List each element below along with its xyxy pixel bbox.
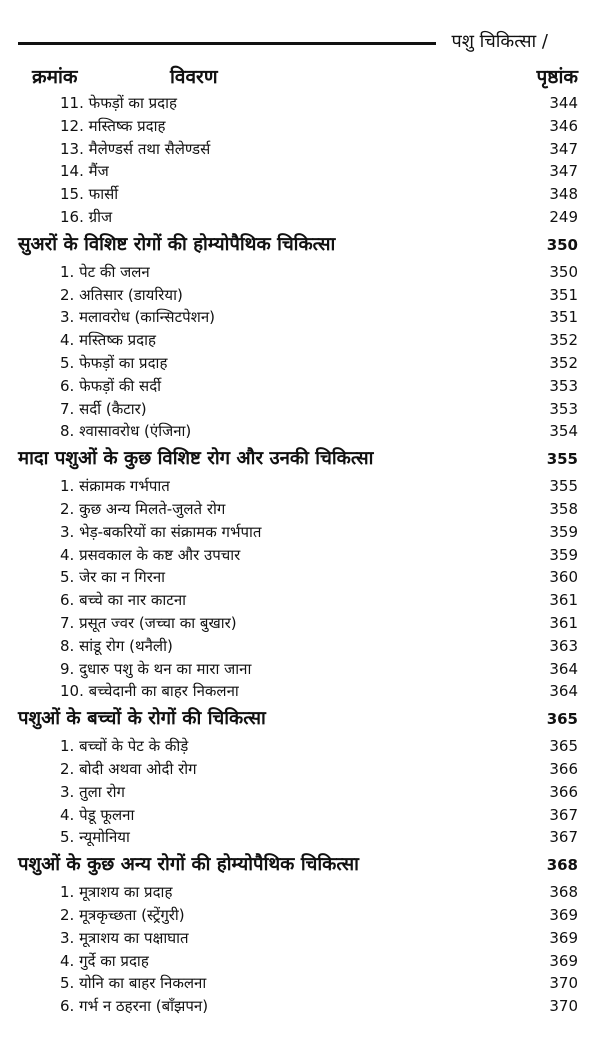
entry-title: 6. बच्चे का नार काटना <box>60 591 187 610</box>
toc-section-heading <box>18 849 578 881</box>
section-title: पशुओं के बच्चों के रोगों की चिकित्सा <box>18 708 266 730</box>
page-number: 355 <box>546 450 578 469</box>
toc-entry <box>18 475 578 498</box>
page-number: 348 <box>549 185 578 204</box>
entry-title: 1. संक्रामक गर्भपात <box>60 477 170 496</box>
page-number: 368 <box>549 883 578 902</box>
toc-entry <box>18 206 578 229</box>
page-header <box>18 30 578 56</box>
page-number: 351 <box>549 285 578 304</box>
toc-entry <box>18 261 578 284</box>
toc-entry <box>18 521 578 544</box>
entry-title: 2. मूत्रकृच्छता (स्ट्रेंगुरी) <box>60 905 185 924</box>
toc-entry <box>18 183 578 206</box>
page-number: 353 <box>549 399 578 418</box>
section-title: सुअरों के विशिष्ट रोगों की होम्योपैथिक चिकित्सा <box>18 233 336 255</box>
toc-section-heading <box>18 229 578 261</box>
entry-title: 15. फार्सी <box>60 185 119 204</box>
page-number: 363 <box>549 636 578 655</box>
entry-title: 10. बच्चेदानी का बाहर निकलना <box>60 682 239 701</box>
page-number: 370 <box>549 997 578 1016</box>
toc-entry <box>18 972 578 995</box>
entry-title: 3. मूत्राशय का पक्षाघात <box>60 928 189 947</box>
toc-entry <box>18 658 578 681</box>
toc-entry <box>18 589 578 612</box>
entry-title: 3. तुला रोग <box>60 782 125 801</box>
page-number: 365 <box>549 737 578 756</box>
page-number: 347 <box>549 162 578 181</box>
toc-entry <box>18 92 578 115</box>
toc-entry <box>18 398 578 421</box>
entry-title: 4. गुर्दे का प्रदाह <box>60 951 149 970</box>
entry-title: 5. योनि का बाहर निकलना <box>60 974 207 993</box>
toc-entry <box>18 375 578 398</box>
entry-title: 2. बोदी अथवा ओदी रोग <box>60 759 197 778</box>
page-number: 368 <box>546 856 578 875</box>
toc-entry <box>18 612 578 635</box>
toc-entry <box>18 544 578 567</box>
entry-title: 1. बच्चों के पेट के कीड़े <box>60 737 189 756</box>
entry-title: 2. अतिसार (डायरिया) <box>60 285 183 304</box>
toc-entry <box>18 826 578 849</box>
page-number: 364 <box>549 682 578 701</box>
toc-entry <box>18 735 578 758</box>
toc-entry <box>18 352 578 375</box>
page-number: 361 <box>549 591 578 610</box>
entry-title: 7. प्रसूत ज्वर (जच्चा का बुखार) <box>60 613 237 632</box>
entry-title: 11. फेफड़ों का प्रदाह <box>60 94 177 112</box>
toc-entry <box>18 881 578 904</box>
entry-title: 3. मलावरोध (कान्सिटपेशन) <box>60 308 216 327</box>
page-column-header: पृष्ठांक <box>536 66 578 88</box>
page-number: 367 <box>549 828 578 847</box>
section-title: पशुओं के कुछ अन्य रोगों की होम्योपैथिक चिकित्सा <box>18 854 359 876</box>
page-number: 361 <box>549 613 578 632</box>
entry-title: 16. ग्रीज <box>60 207 113 226</box>
entry-title: 14. मैंज <box>60 162 109 181</box>
page-number: 365 <box>546 710 578 729</box>
page-number: 354 <box>549 422 578 441</box>
toc-entry <box>18 804 578 827</box>
page-number: 369 <box>549 951 578 970</box>
page-number: 359 <box>549 522 578 541</box>
header-rule <box>18 42 436 45</box>
toc-entry <box>18 498 578 521</box>
toc-section-heading <box>18 703 578 735</box>
page-number: 367 <box>549 805 578 824</box>
toc-entry <box>18 420 578 443</box>
column-headers <box>18 64 578 90</box>
entry-title: 3. भेड़-बकरियों का संक्रामक गर्भपात <box>60 522 262 541</box>
toc-entry <box>18 138 578 161</box>
entry-title: 5. न्यूमोनिया <box>60 828 130 847</box>
page-number: 346 <box>549 116 578 135</box>
toc-entry <box>18 995 578 1018</box>
page-number: 352 <box>549 331 578 350</box>
page-number: 249 <box>549 207 578 226</box>
entry-title: 1. पेट की जलन <box>60 262 150 281</box>
entry-title: 6. फेफड़ों की सर्दी <box>60 376 162 395</box>
page-number: 355 <box>549 477 578 496</box>
toc-entry <box>18 115 578 138</box>
entry-title: 9. दुधारु पशु के थन का मारा जाना <box>60 659 252 678</box>
entry-title: 13. मैलेण्डर्स तथा सैलेण्डर्स <box>60 139 211 158</box>
toc-section-heading <box>18 443 578 475</box>
toc-entry <box>18 160 578 183</box>
entry-title: 4. पेडू फूलना <box>60 805 135 824</box>
page-number: 369 <box>549 905 578 924</box>
toc-entry <box>18 635 578 658</box>
serial-column-header: क्रमांक <box>32 66 78 88</box>
page-number: 353 <box>549 376 578 395</box>
page-number: 366 <box>549 782 578 801</box>
running-title: पशु चिकित्सा / <box>451 31 548 52</box>
entry-title: 12. मस्तिष्क प्रदाह <box>60 116 166 135</box>
toc-entry <box>18 904 578 927</box>
description-column-header: विवरण <box>170 66 218 88</box>
entry-title: 8. श्वासावरोध (एंजिना) <box>60 422 192 441</box>
entry-title: 7. सर्दी (कैटार) <box>60 399 147 418</box>
page-number: 364 <box>549 659 578 678</box>
entry-title: 5. फेफड़ों का प्रदाह <box>60 353 168 372</box>
page-number: 352 <box>549 353 578 372</box>
page-number: 360 <box>549 568 578 587</box>
entry-title: 4. प्रसवकाल के कष्ट और उपचार <box>60 545 241 564</box>
toc-entry <box>18 781 578 804</box>
toc-entry <box>18 329 578 352</box>
entry-title: 6. गर्भ न ठहरना (बाँझपन) <box>60 997 209 1016</box>
entry-title: 4. मस्तिष्क प्रदाह <box>60 331 156 350</box>
page-number: 347 <box>549 139 578 158</box>
toc-entry <box>18 950 578 973</box>
entry-title: 2. कुछ अन्य मिलते-जुलते रोग <box>60 499 226 518</box>
toc-entry <box>18 306 578 329</box>
page-number: 370 <box>549 974 578 993</box>
entry-title: 8. सांडू रोग (थनैली) <box>60 636 173 655</box>
page-number: 350 <box>546 235 578 254</box>
toc-entry <box>18 758 578 781</box>
page-number: 359 <box>549 545 578 564</box>
page-number: 351 <box>549 308 578 327</box>
toc-entry <box>18 284 578 307</box>
toc-entry <box>18 927 578 950</box>
page-number: 358 <box>549 499 578 518</box>
section-title: मादा पशुओं के कुछ विशिष्ट रोग और उनकी चिकित्सा <box>18 448 374 470</box>
page-number: 366 <box>549 759 578 778</box>
page-number: 350 <box>549 262 578 281</box>
page-number: 369 <box>549 928 578 947</box>
entry-title: 5. जेर का न गिरना <box>60 568 166 587</box>
table-of-contents <box>18 92 578 1018</box>
entry-title: 1. मूत्राशय का प्रदाह <box>60 883 173 902</box>
toc-entry <box>18 680 578 703</box>
page-number: 344 <box>549 94 578 112</box>
toc-entry <box>18 566 578 589</box>
